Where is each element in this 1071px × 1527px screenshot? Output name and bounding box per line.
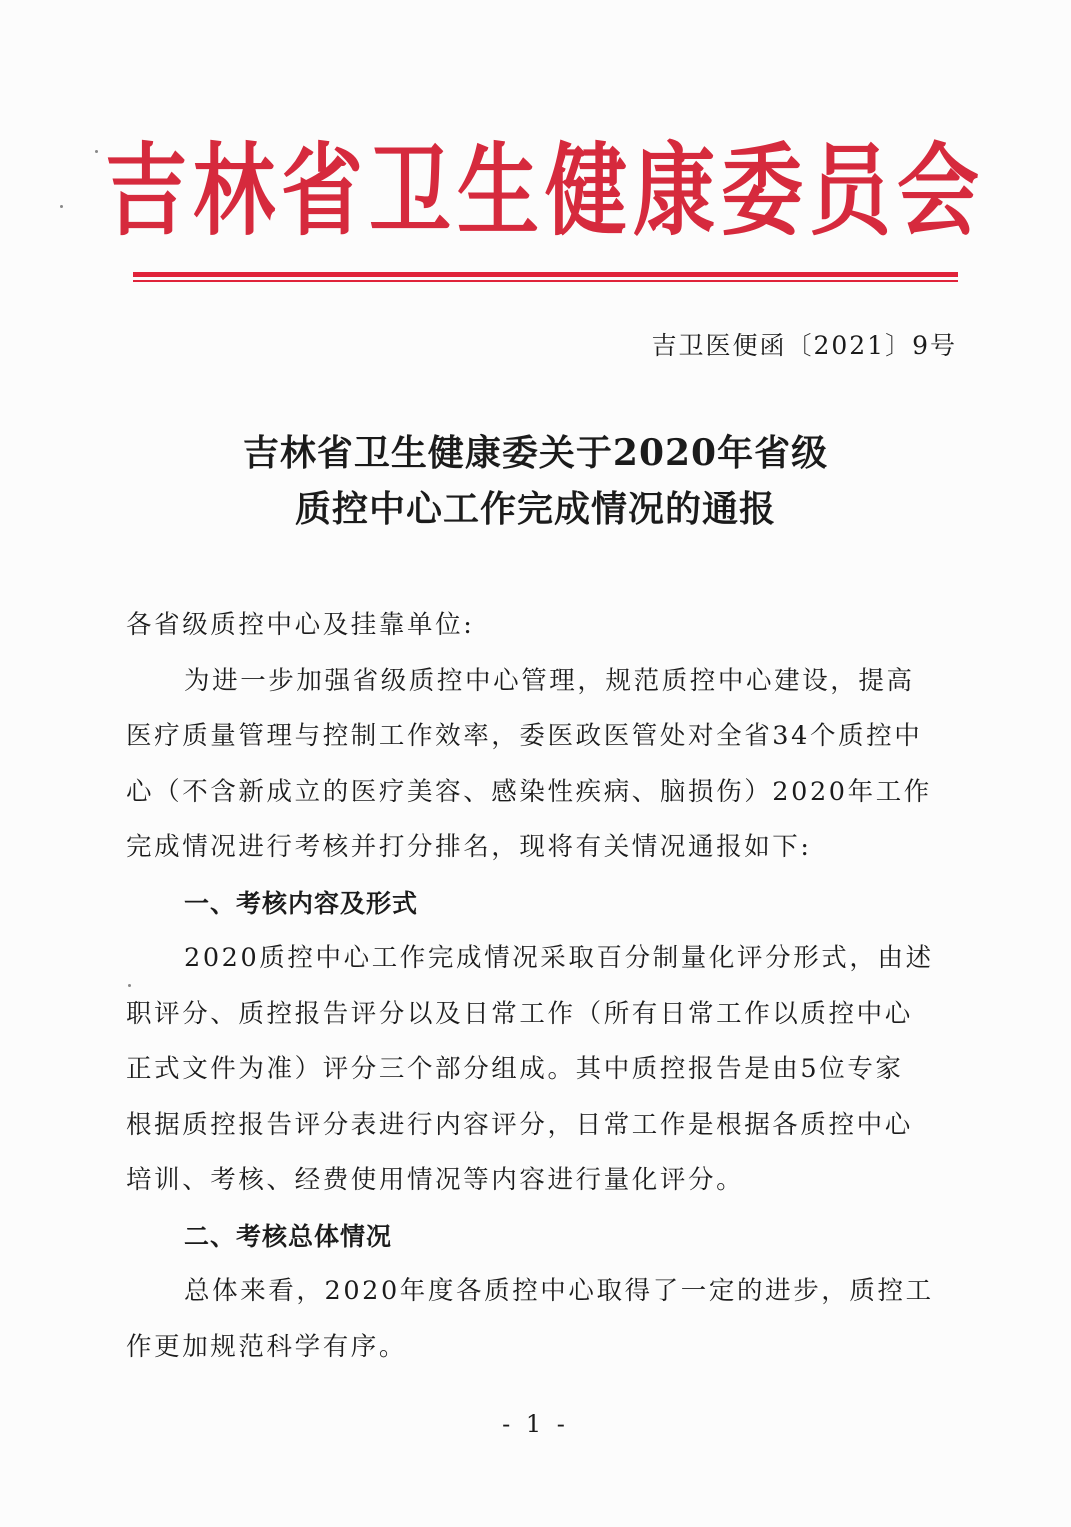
title-line-1: 吉林省卫生健康委关于2020年省级: [242, 432, 829, 474]
section-heading-2: 二、考核总体情况: [184, 1221, 393, 1251]
paragraph-1-line: 完成情况进行考核并打分排名，现将有关情况通报如下:: [126, 832, 812, 862]
document-title: [0, 425, 1071, 537]
letterhead: [105, 118, 986, 250]
paragraph-3-line: 总体来看，2020年度各质控中心取得了一定的进步，质控工: [184, 1276, 934, 1306]
title-line-2: 质控中心工作完成情况的通报: [294, 488, 776, 530]
paragraph-2-line: 培训、考核、经费使用情况等内容进行量化评分。: [126, 1165, 745, 1195]
paragraph-2-line: 正式文件为准）评分三个部分组成。其中质控报告是由5位专家: [126, 1054, 904, 1084]
paragraph-1-line: 医疗质量管理与控制工作效率，委医政医管处对全省34个质控中: [126, 721, 923, 751]
paragraph-1-line: 心（不含新成立的医疗美容、感染性疾病、脑损伤）2020年工作: [126, 776, 932, 807]
paragraph-3-line: 作更加规范科学有序。: [126, 1331, 408, 1362]
paragraph-2-line: 职评分、质控报告评分以及日常工作（所有日常工作以质控中心: [126, 998, 913, 1029]
organization-name: 吉林省卫生健康委员会: [105, 132, 986, 250]
scan-speck: [95, 150, 98, 153]
section-heading-1: 一、考核内容及形式: [184, 888, 419, 918]
letterhead-red-rule: [133, 272, 958, 277]
scan-speck: [128, 984, 131, 987]
paragraph-2-line: 2020质控中心工作完成情况采取百分制量化评分形式，由述: [184, 943, 934, 973]
page-number: - 1 -: [502, 1410, 569, 1438]
paragraph-2-line: 根据质控报告评分表进行内容评分，日常工作是根据各质控中心: [126, 1109, 913, 1140]
paragraph-1-line: 为进一步加强省级质控中心管理，规范质控中心建设，提高: [184, 665, 915, 696]
salutation: 各省级质控中心及挂靠单位:: [126, 610, 475, 640]
scan-speck: [60, 205, 63, 208]
letterhead-red-rule-thin: [133, 280, 958, 282]
document-number: 吉卫医便函〔2021〕9号: [651, 331, 957, 360]
document-body: [126, 598, 956, 1375]
